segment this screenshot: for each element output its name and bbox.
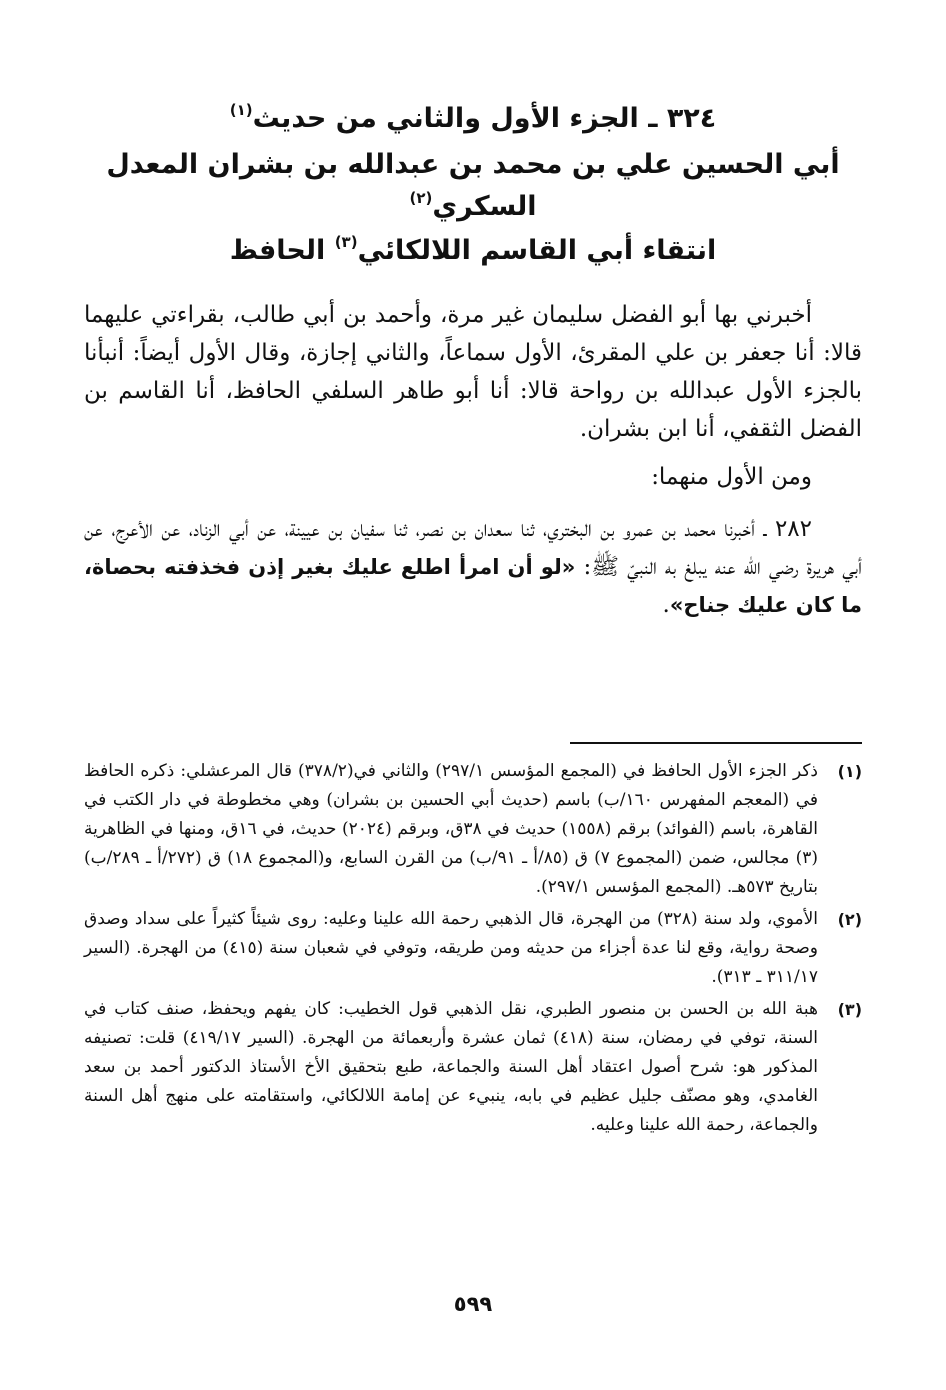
hadith-chain-text: ٢٨٢ ـ أخبرنا محمد بن عمرو بن البختري، ثنا سعدان بن نصر، ثنا سفيان بن عيينة، عن أبي الزناد، عن الأعرج، عن أبي هريرة رضي الله عنه يبلغ به النبيّ ﷺ: (84, 516, 862, 580)
heading-hafiz-text: الحافظ (229, 235, 335, 266)
main-text (84, 296, 862, 624)
footnote-text: هبة الله بن الحسن بن منصور الطبري، نقل الذهبي قول الخطيب: كان يفهم ويحفظ، صنف كتاب في السنة، توفي في رمضان، سنة (٤١٨) ثمان عشرة وأربعمائة من الهجرة. (السير ٤١٩/١٧) قلت: تصنيفه المذكور هو: شرح أصول اعتقاد أهل السنة والجماعة، طبع بتحقيق الأخ الأستاذ الدكتور أحمد بن سعد الغامدي، وهو مصنّف جليل عظيم في بابه، ينبيء عن إمامة اللالكائي، واستقامته على منهج أهل السنة والجماعة، رحمة الله علينا وعليه. (84, 999, 818, 1135)
isnad-paragraph: أخبرني بها أبو الفضل سليمان غير مرة، وأحمد بن أبي طالب، بقراءتي عليهما قالا: أنا جعفر بن علي المقرئ، الأول سماعاً، والثاني إجازة، وقال الأول أيضاً: أنبأنا بالجزء الأول عبدالله بن رواحة قالا: أنا أبو طاهر السلفي الحافظ، أنا القاسم بن الفضل الثقفي، أنا ابن بشران. (84, 302, 862, 442)
heading-line-1 (100, 98, 846, 140)
footnote-ref-3[interactable]: (٣) (334, 233, 358, 251)
footnote-number: (٣) (837, 1000, 862, 1019)
footnote-text: الأموي، ولد سنة (٣٢٨) من الهجرة، قال الذهبي رحمة الله علينا وعليه: روى شيئاً كثيراً على سداد وصدق وصحة رواية، وقع لنا عدة أجزاء من حديثه ومن طريقه، وتوفي في شعبان سنة (٤١٥) من الهجرة. (السير ٣١١/١٧ ـ ٣١٣). (84, 909, 819, 987)
footnotes-section (84, 757, 862, 1143)
footnote-number: (١) (837, 762, 862, 781)
hadith-matn-text: «لو أن امرأ اطلع عليك بغير إذن فخذفته بحصاة، ما كان عليك جناح» (84, 555, 862, 617)
section-intro-paragraph: ومن الأول منهما: (651, 464, 812, 490)
chapter-heading (100, 98, 846, 272)
heading-line-2: أبي الحسين علي بن محمد بن عبدالله بن بشران المعدل (106, 149, 840, 180)
footnote-3 (84, 995, 862, 1140)
heading-line-4 (100, 230, 846, 272)
heading-selection-text: انتقاء أبي القاسم اللالكائي (357, 235, 717, 266)
heading-nisba-text: السكري (432, 191, 537, 222)
footnote-ref-2[interactable]: (٢) (409, 189, 433, 207)
heading-line-3 (100, 186, 846, 228)
footnote-2 (84, 905, 862, 992)
footnote-1 (84, 757, 862, 902)
footnote-ref-1[interactable]: (١) (229, 101, 253, 119)
hadith-end-punct: . (662, 592, 670, 618)
footnote-divider (570, 742, 862, 744)
hadith-paragraph (84, 510, 862, 624)
page-number: ٥٩٩ (453, 1292, 493, 1316)
heading-title-text: ٣٢٤ ـ الجزء الأول والثاني من حديث (252, 103, 717, 134)
footnote-number: (٢) (837, 910, 862, 929)
footnote-text: ذكر الجزء الأول الحافظ في (المجمع المؤسس ٢٩٧/١) والثاني في(٣٧٨/٢) قال المرعشلي: ذكره الحافظ في (المعجم المفهرس ١٦٠/ب) باسم (حديث أبي الحسين بن بشران) وهي مخطوطة في دار الكتب في القاهرة، باسم (الفوائد) برقم (١٥٥٨) حديث في ٣٨ق، وبرقم (٢٠٢٤) حديث، في ١٦ق، ومنها في الظاهرية (٣) مجالس، ضمن (المجموع ٧) ق (٨٥/أ ـ ٩١/ب) من القرن السابع، و(المجموع ١٨) ق (٢٧٢/أ ـ ٢٨٩/ب) بتاريخ ٥٧٣هـ. (المجمع المؤسس ٢٩٧/١). (84, 761, 818, 897)
